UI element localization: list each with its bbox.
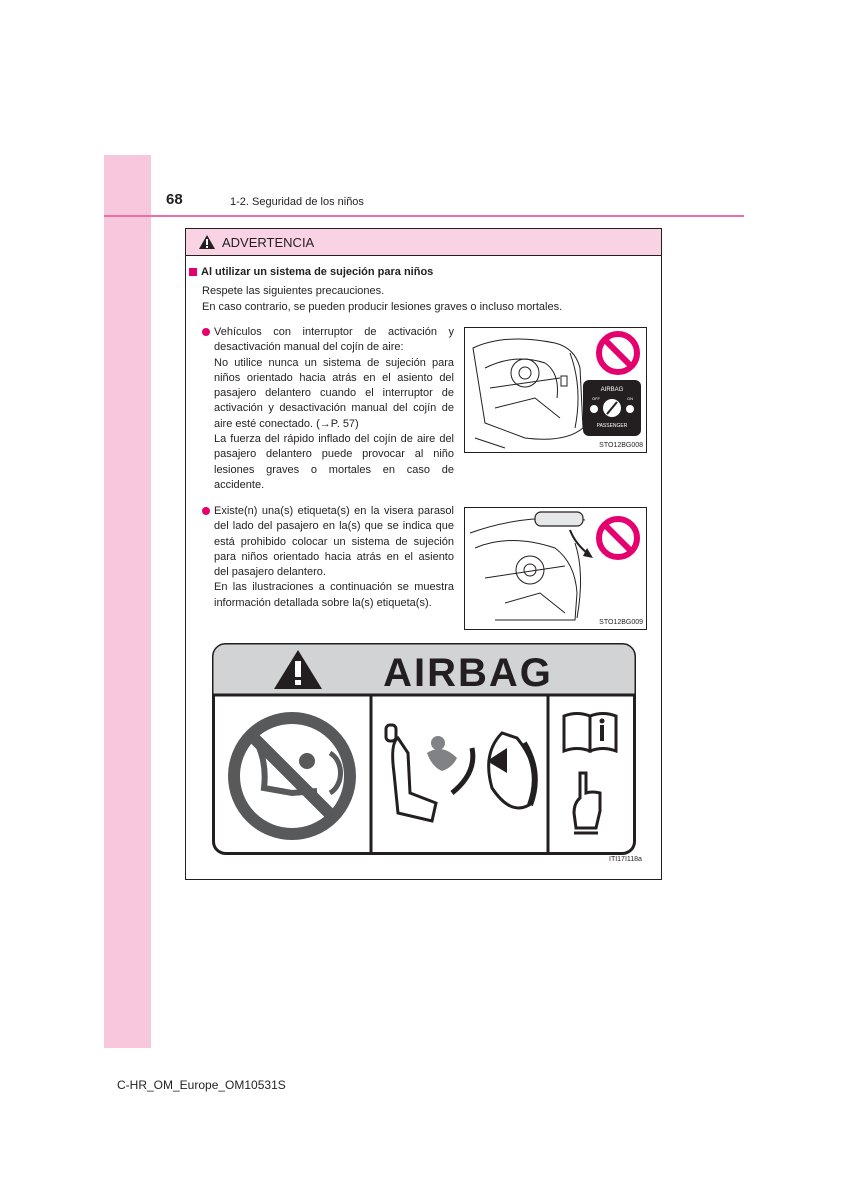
bullet-line: Existe(n) una(s) etiqueta(s) en la visera parasol del lado del pasajero en la(s) que se indica que está prohibido colocar un sistema de sujeción para niños orientado hacia atrás en el asiento del pasajero delantero. xyxy=(214,505,454,579)
prohibition-icon xyxy=(599,334,637,372)
no-rear-facing-seat-icon xyxy=(234,718,350,834)
bullet-dot-icon xyxy=(202,328,210,336)
airbag-switch-icon xyxy=(583,380,641,436)
switch-off: OFF xyxy=(592,396,600,401)
bullet-sun-visor xyxy=(202,504,454,611)
airbag-label-title: AIRBAG xyxy=(383,651,553,695)
figure-code: STO12BG009 xyxy=(599,619,643,626)
airbag-warning-label xyxy=(212,643,636,855)
side-tab xyxy=(104,155,151,1048)
heading-square-icon xyxy=(189,268,197,276)
switch-sub: PASSENGER xyxy=(596,423,628,429)
intro-line: En caso contrario, se pueden producir lesiones graves o incluso mortales. xyxy=(202,301,563,313)
warning-box xyxy=(185,228,662,880)
figure-sun-visor xyxy=(464,507,647,630)
figure-dashboard-switch xyxy=(464,327,647,453)
bullet-line: No utilice nunca un sistema de sujeción para niños orientado hacia atrás en el asiento del pasajero delantero cuando el interruptor de activación y desactivación manual del cojín de aire esté conectado. (→P. 57) xyxy=(214,356,454,430)
label-code: ITI17I118a xyxy=(609,856,642,863)
section-title: 1-2. Seguridad de los niños xyxy=(230,196,364,208)
intro-line: Respete las siguientes precauciones. xyxy=(202,285,385,297)
bullet-dot-icon xyxy=(202,507,210,515)
page-number: 68 xyxy=(166,191,183,208)
switch-title: AIRBAG xyxy=(600,387,624,393)
prohibition-icon xyxy=(599,519,637,557)
bullet-line: En las ilustraciones a continuación se muestra información detallada sobre la(s) etiqueta(s). xyxy=(214,581,454,609)
bullet-line: La fuerza del rápido inflado del cojín de aire del pasajero delantero puede provocar al niño lesiones graves o mortales en caso de accidente. xyxy=(214,433,454,491)
sun-visor-illustration xyxy=(465,508,646,629)
footer-doc-code: C-HR_OM_Europe_OM10531S xyxy=(117,1078,286,1092)
warning-intro xyxy=(202,283,562,315)
warning-heading-text: Al utilizar un sistema de sujeción para niños xyxy=(201,266,434,278)
figure-code: STO12BG008 xyxy=(599,442,643,449)
warning-label: ADVERTENCIA xyxy=(222,234,315,250)
header-rule xyxy=(104,215,744,217)
warning-header xyxy=(186,229,661,256)
bullet-manual-switch xyxy=(202,325,454,493)
bullet-line: Vehículos con interruptor de activación y desactivación manual del cojín de aire: xyxy=(214,326,454,354)
warning-triangle-icon xyxy=(198,234,216,250)
switch-on: ON xyxy=(627,396,633,401)
sun-visor-icon xyxy=(535,512,583,526)
warning-heading xyxy=(189,266,433,278)
dashboard-illustration xyxy=(465,328,646,452)
